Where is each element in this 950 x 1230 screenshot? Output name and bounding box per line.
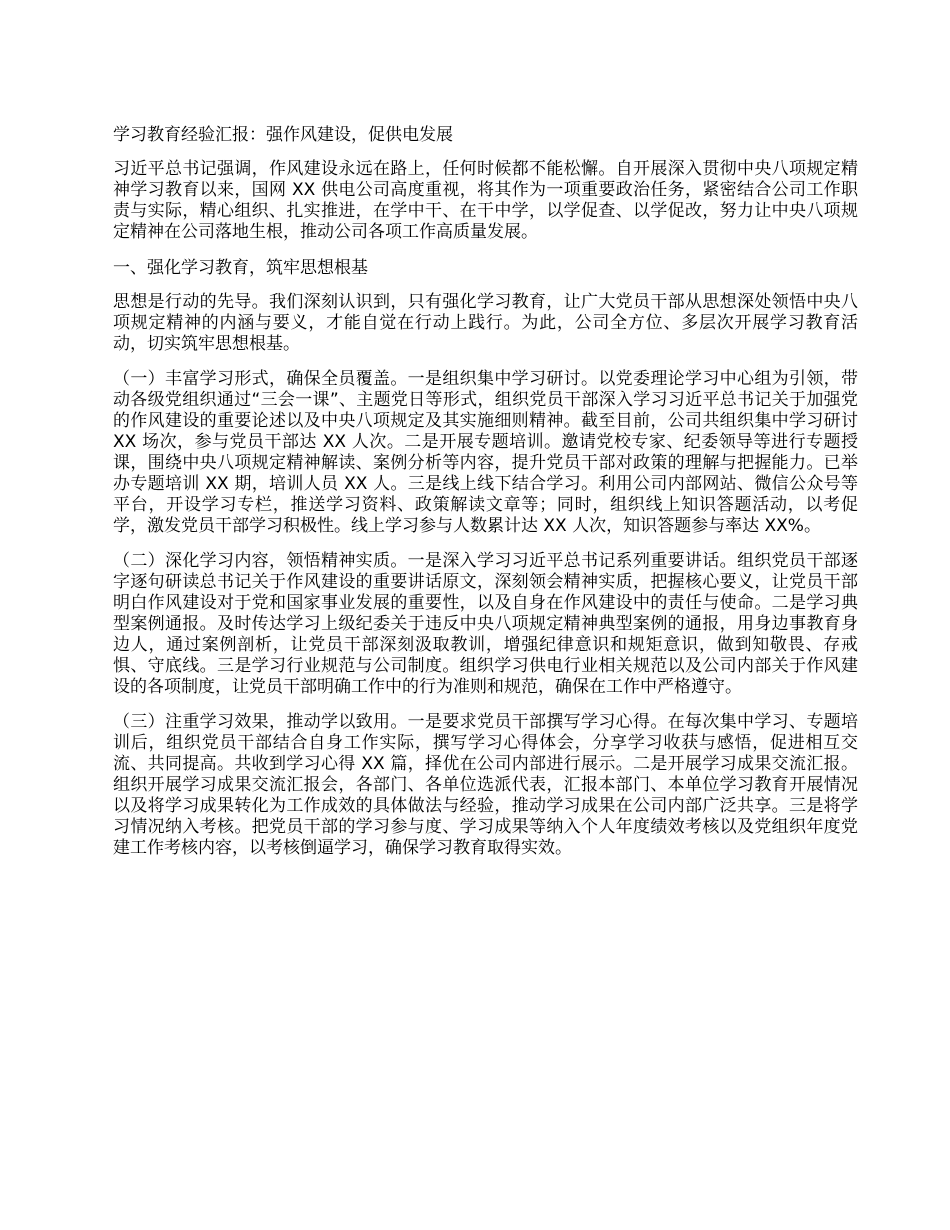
document-body [113,124,858,873]
section-intro-paragraph: 思想是行动的先导。我们深刻认识到，只有强化学习教育，让广大党员干部从思想深处领悟中央八项规定精神的内涵与要义，才能自觉在行动上践行。为此，公司全方位、多层次开展学习教育活动，切实筑牢思想根基。 [113,292,858,354]
section-heading: 一、强化学习教育，筑牢思想根基 [113,258,368,278]
item-paragraph-1: （一）丰富学习形式，确保全员覆盖。一是组织集中学习研讨。以党委理论学习中心组为引领，带动各级党组织通过“三会一课”、主题党日等形式，组织党员干部深入学习习近平总书记关于加强党的作风建设的重要论述以及中央八项规定及其实施细则精神。截至目前，公司共组织集中学习研讨 XX 场次，参与党员干部达 XX 人次。二是开展专题培训。邀请党校专家、纪委领导等进行专题授课，围绕中央八项规定精神解读、案例分析等内容，提升党员干部对政策的理解与把握能力。已举办专题培训 XX 期，培训人员 XX 人。三是线上线下结合学习。利用公司内部网站、微信公众号等平台，开设学习专栏，推送学习资料、政策解读文章等；同时，组织线上知识答题活动，以考促学，激发党员干部学习积极性。线上学习参与人数累计达 XX 人次，知识答题参与率达 XX%。 [113,369,858,536]
intro-paragraph: 习近平总书记强调，作风建设永远在路上，任何时候都不能松懈。自开展深入贯彻中央八项规定精神学习教育以来，国网 XX 供电公司高度重视，将其作为一项重要政治任务，紧密结合公司工作职责与实际，精心组织、扎实推进，在学中干、在干中学，以学促查、以学促改，努力让中央八项规定精神在公司落地生根，推动公司各项工作高质量发展。 [113,159,858,242]
item-paragraph-2: （二）深化学习内容，领悟精神实质。一是深入学习习近平总书记系列重要讲话。组织党员干部逐字逐句研读总书记关于作风建设的重要讲话原文，深刻领会精神实质，把握核心要义，让党员干部明白作风建设对于党和国家事业发展的重要性，以及自身在作风建设中的责任与使命。二是学习典型案例通报。及时传达学习上级纪委关于违反中央八项规定精神典型案例的通报，用身边事教育身边人，通过案例剖析，让党员干部深刻汲取教训，增强纪律意识和规矩意识，做到知敬畏、存戒惧、守底线。三是学习行业规范与公司制度。组织学习供电行业相关规范以及公司内部关于作风建设的各项制度，让党员干部明确工作中的行为准则和规范，确保在工作中严格遵守。 [113,551,858,697]
document-title: 学习教育经验汇报：强作风建设，促供电发展 [113,125,453,145]
item-paragraph-3: （三）注重学习效果，推动学以致用。一是要求党员干部撰写学习心得。在每次集中学习、专题培训后，组织党员干部结合自身工作实际，撰写学习心得体会，分享学习收获与感悟，促进相互交流、共同提高。共收到学习心得 XX 篇，择优在公司内部进行展示。二是开展学习成果交流汇报。组织开展学习成果交流汇报会，各部门、各单位选派代表，汇报本部门、本单位学习教育开展情况以及将学习成果转化为工作成效的具体做法与经验，推动学习成果在公司内部广泛共享。三是将学习情况纳入考核。把党员干部的学习参与度、学习成果等纳入个人年度绩效考核以及党组织年度党建工作考核内容，以考核倒逼学习，确保学习教育取得实效。 [113,712,858,858]
